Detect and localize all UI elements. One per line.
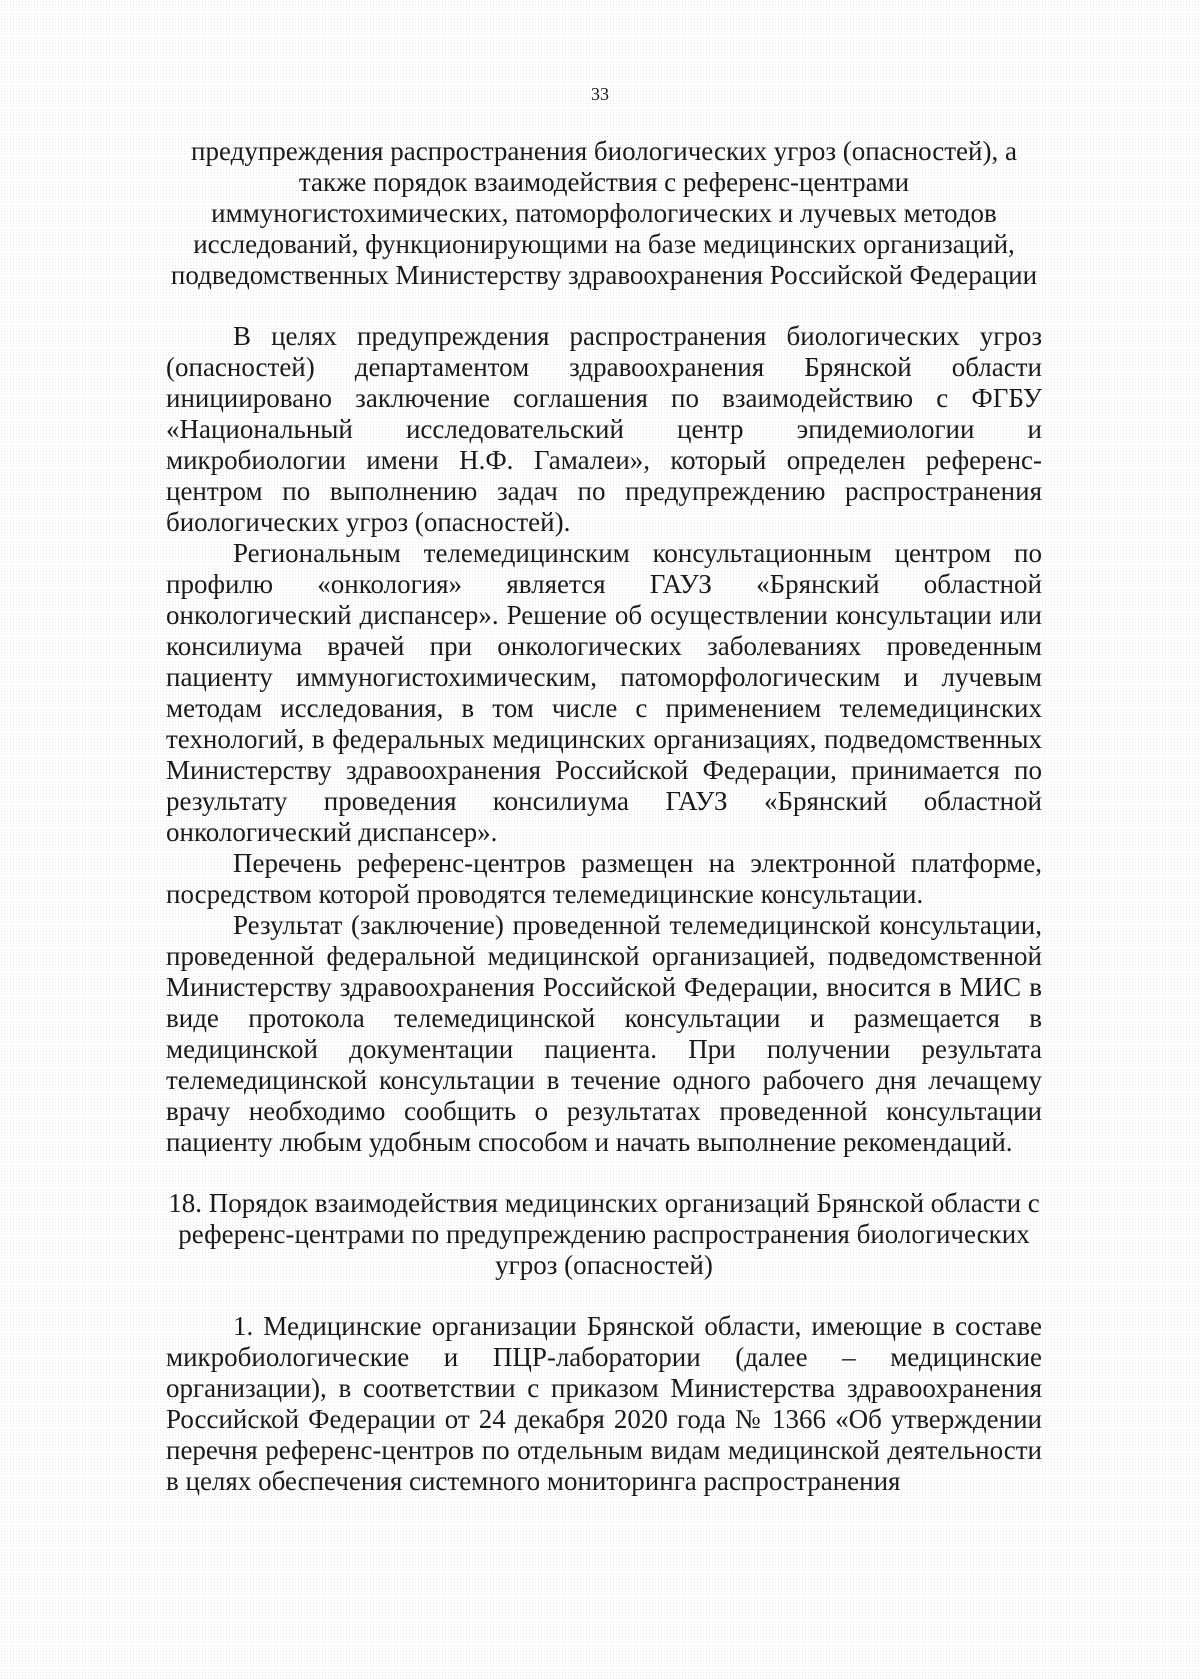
paragraph: Результат (заключение) проведенной телемедицинской консультации, проведенной федеральной медицинской организацией, подведомственной Министерству здравоохранения Российской Федерации, вносится в МИС в виде протокола телемедицинской консультации и размещается в медицинской документации пациента. При получении результата телемедицинской консультации в течение одного рабочего дня лечащему врачу необходимо сообщить о результатах проведенной консультации пациенту любым удобным способом и начать выполнение рекомендаций. <box>166 910 1042 1157</box>
section-heading-18: 18. Порядок взаимодействия медицинских организаций Брянской области с референс-центрами по предупреждению распространения биологических угроз (опасностей) <box>168 1188 1040 1280</box>
page-number: 33 <box>591 84 609 104</box>
paragraph: В целях предупреждения распространения биологических угроз (опасностей) департаментом здравоохранения Брянской области инициировано заключение соглашения по взаимодействию с ФГБУ «Национальный исследовательский центр эпидемиологии и микробиологии имени Н.Ф. Гамалеи», который определен референс-центром по выполнению задач по предупреждению распространения биологических угроз (опасностей). <box>166 321 1042 537</box>
paragraph: Перечень референс-центров размещен на электронной платформе, посредством которой проводятся телемедицинские консультации. <box>166 848 1042 909</box>
document-body <box>166 136 1042 1497</box>
paragraph: Региональным телемедицинским консультационным центром по профилю «онкология» является ГАУЗ «Брянский областной онкологический диспансер». Решение об осуществлении консультации или консилиума врачей при онкологических заболеваниях проведенным пациенту иммуногистохимическим, патоморфологическим и лучевым методам исследования, в том числе с применением телемедицинских технологий, в федеральных медицинских организациях, подведомственных Министерству здравоохранения Российской Федерации, принимается по результату проведения консилиума ГАУЗ «Брянский областной онкологический диспансер». <box>166 538 1042 847</box>
paragraph: 1. Медицинские организации Брянской области, имеющие в составе микробиологические и ПЦР-лаборатории (далее – медицинские организации), в соответствии с приказом Министерства здравоохранения Российской Федерации от 24 декабря 2020 года № 1366 «Об утверждении перечня референс-центров по отдельным видам медицинской деятельности в целях обеспечения системного мониторинга распространения <box>166 1311 1042 1496</box>
section-heading-continuation: предупреждения распространения биологических угроз (опасностей), а также порядок взаимодействия с референс-центрами иммуногистохимических, патоморфологических и лучевых методов исследований, функционирующими на базе медицинских организаций, подведомственных Министерству здравоохранения Российской Федерации <box>170 136 1038 290</box>
